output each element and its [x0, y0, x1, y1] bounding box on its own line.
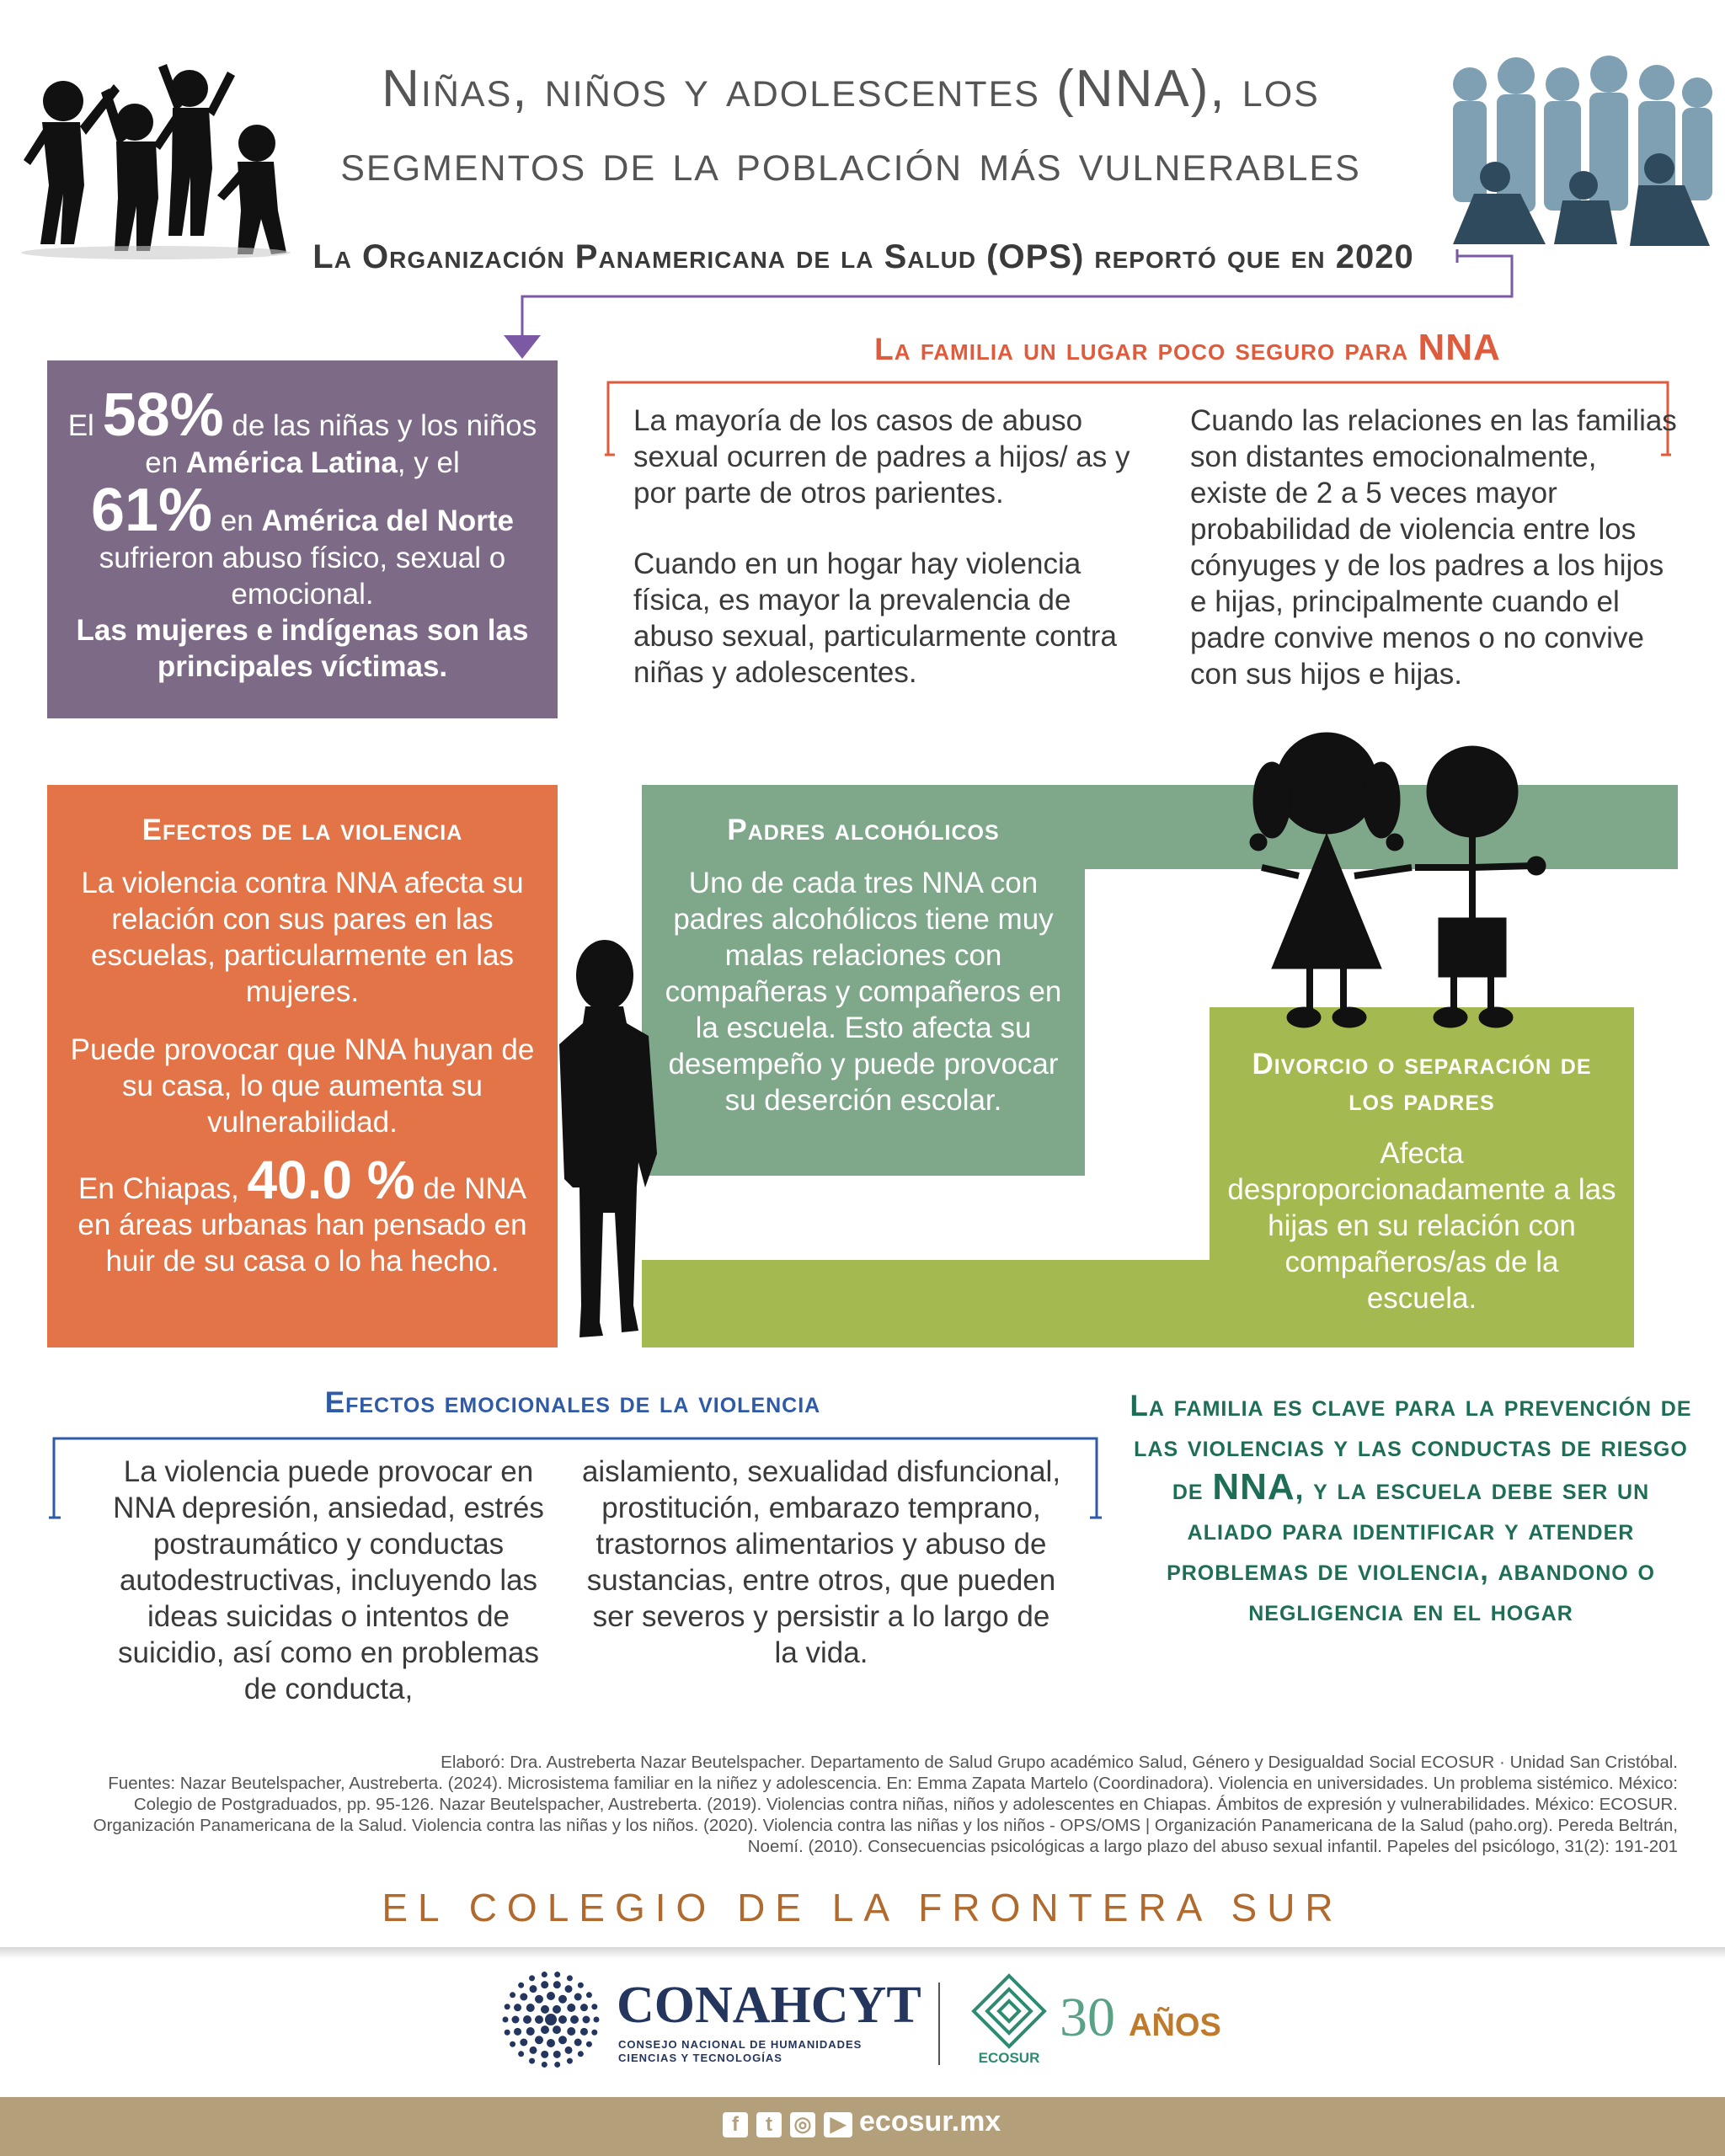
twitter-icon[interactable]: t: [756, 2112, 782, 2137]
title-line-2: segmentos de la población más vulnerables: [340, 134, 1361, 192]
logo-dot: [586, 1992, 592, 1998]
family-col1-p2: Cuando en un hogar hay violencia física, es mayor la prevalencia de abuso sexual, particularmente contra niñas y adolescentes.: [633, 547, 1117, 689]
victims-statement: Las mujeres e indígenas son las principales víctimas.: [76, 614, 529, 683]
youtube-icon[interactable]: ▶: [824, 2112, 852, 2137]
logo-dot: [518, 1983, 524, 1988]
website-link[interactable]: ecosur.mx: [859, 2105, 1001, 2137]
stat-text: El: [67, 409, 103, 442]
stat-text: en: [212, 504, 262, 537]
girl-boy-figures: [1247, 724, 1583, 1036]
logo-dot: [535, 1995, 543, 2004]
violence-effects-box: [47, 785, 558, 1348]
ops-report-subtitle: La Organización Panamericana de la Salud (OPS) reportó que en 2020: [312, 238, 1414, 275]
children-silhouette: [17, 51, 295, 261]
key-message-pre: La familia es clave para la prevención de las violencias y las conductas de riesgo de: [1130, 1390, 1692, 1506]
effects-p1: La violencia contra NNA afecta su relación con sus pares en las escuelas, particularmente en las mujeres.: [81, 867, 524, 1008]
logo-dot: [567, 2004, 575, 2012]
logo-dot: [567, 1975, 573, 1981]
logo-dot: [530, 2047, 537, 2054]
alcohol-heading: Padres alcohólicos: [727, 814, 1000, 846]
logo-dot: [523, 2015, 531, 2024]
conahcyt-sub-line2: CIENCIAS Y TECNOLOGÍAS: [618, 2052, 782, 2064]
logo-dot: [558, 2036, 567, 2044]
boy-silhouette: [539, 935, 665, 1348]
credits-sources: Fuentes: Nazar Beutelspacher, Austreberta. (2024). Microsistema familiar en la niñez y adolescencia. En: Emma Zapata Martelo (Coordinadora). Violencia en universidades. Un problema sistémico. México: Colegio de Postgraduados, pp. 95-126. Nazar Beutelspacher, Austreberta. (2019). Violencias contra niñas, niños y adolescentes en Chiapas. Ámbitos de expresión y vulnerabilidades. México: ECOSUR. Organización Panamericana de la Salud. Violencia contra las niñas y los niños. (2020). Violencia contra las niñas y los niños - OPS/OMS | Organización Panamericana de la Salud (paho.org). Pereda Beltrán, Noemí. (2010). Consecuencias psicológicas a largo plazo del abuso sexual infantil. Papeles del psicólogo, 31(2): 191-201: [93, 1774, 1678, 1856]
logo-dot: [505, 2004, 510, 2009]
key-message-nna: NNA: [1212, 1466, 1295, 1508]
region-latin-america: América Latina: [185, 446, 398, 479]
logo-divider: [938, 1983, 940, 2065]
logo-dot: [542, 1972, 547, 1977]
logo-dot: [578, 1983, 584, 1988]
family-heading-nna: NNA: [1418, 327, 1501, 368]
ecosur-label: ECOSUR: [978, 2050, 1040, 2066]
effects-p3-pre: En Chiapas,: [78, 1172, 248, 1205]
logo-dot: [570, 2015, 579, 2024]
family-heading-text: La familia un lugar poco seguro para: [874, 332, 1418, 366]
logo-dot: [541, 1981, 548, 1988]
logo-dot: [574, 1993, 582, 2001]
stat-text: sufrieron abuso físico, sexual o emocional.: [99, 542, 506, 611]
divorce-text: Afecta desproporcionadamente a las hijas en su relación con compañeros/as de la escuela.: [1227, 1137, 1616, 1315]
logo-dot: [526, 2004, 535, 2012]
title-line-1: Niñas, niños y adolescentes (NNA), los: [382, 60, 1320, 118]
logo-dot: [586, 2041, 592, 2047]
emotional-col1: La violencia puede provocar en NNA depresión, ansiedad, estrés postraumático y conductas autodestructivas, incluyendo las ideas suicidas o intentos de suicidio, así como en problemas de conducta,: [113, 1455, 544, 1705]
logo-dot: [503, 2017, 509, 2023]
anniversary-word: AÑOS: [1129, 2008, 1221, 2043]
logo-dot: [591, 2004, 597, 2009]
effects-heading: Efectos de la violencia: [142, 814, 463, 846]
logo-dot: [541, 2025, 549, 2034]
logo-dot: [535, 2036, 543, 2044]
logo-dot: [514, 2004, 521, 2011]
stat-text: , y el: [397, 446, 460, 479]
logo-dot: [583, 2016, 590, 2024]
logo-dot: [529, 2058, 535, 2064]
anniversary-number: 30: [1060, 1987, 1115, 2048]
logo-dot: [558, 2015, 567, 2024]
family-heading: [640, 327, 1725, 369]
instagram-icon[interactable]: ◎: [790, 2112, 815, 2137]
effects-p3-post: de NNA en áreas urbanas han pensado en huir de su casa o lo ha hecho.: [77, 1172, 527, 1278]
logo-dot: [565, 1985, 573, 1993]
logo-dot: [547, 2039, 555, 2047]
logo-dot: [545, 2014, 557, 2025]
facebook-icon[interactable]: f: [723, 2112, 748, 2137]
logo-dot: [565, 2047, 573, 2054]
logo-dot: [518, 2051, 524, 2057]
stat-58-percent: 58%: [102, 382, 224, 449]
conahcyt-name: CONAHCYT: [617, 1977, 921, 2034]
effects-p3: [69, 1150, 536, 1279]
stat-text: de las niñas y los niños en: [145, 409, 537, 479]
institution-name: EL COLEGIO DE LA FRONTERA SUR: [382, 1886, 1343, 1929]
logo-dot: [529, 1975, 535, 1981]
logo-dot: [553, 1981, 561, 1988]
logo-dot: [505, 2030, 510, 2036]
logo-dot: [567, 2058, 573, 2064]
family-col1-p1: La mayoría de los casos de abuso sexual ocurren de padres a hijos/ as y por parte de otros parientes.: [633, 404, 1130, 510]
logo-dot: [553, 2051, 561, 2058]
credits-author: Elaboró: Dra. Austreberta Nazar Beutelspacher. Departamento de Salud Grupo académico Salud, Género y Desigualdad Social ECOSUR · Unidad San Cristóbal.: [441, 1753, 1678, 1772]
logo-dot: [520, 2038, 527, 2046]
ecosur-logo-icon: [970, 1972, 1048, 2050]
credits: [51, 1752, 1678, 1857]
logo-dot: [547, 1992, 555, 2000]
logo-dot: [512, 2016, 520, 2024]
logo-dot: [530, 1985, 537, 1993]
logo-dot: [541, 2051, 548, 2058]
logo-dot: [594, 2017, 600, 2023]
conahcyt-sub-line1: CONSEJO NACIONAL DE HUMANIDADES: [618, 2038, 862, 2051]
logo-dot: [580, 2004, 588, 2011]
alcoholic-parents-box: [642, 785, 1085, 1176]
page-title: [286, 52, 1415, 200]
emotional-effects-heading: Efectos emocionales de la violencia: [324, 1386, 821, 1419]
divorce-heading: Divorcio o separación de los padres: [1252, 1048, 1592, 1117]
conahcyt-subtitle: [618, 2038, 862, 2065]
logo-dot: [520, 1993, 527, 2001]
logo-dot: [526, 2027, 535, 2036]
key-message-post: , y la escuela debe ser un aliado para identificar y atender problemas de violencia, abandono o negligencia en el hogar: [1167, 1473, 1655, 1627]
latin-america-stat-box: [47, 360, 558, 718]
chiapas-percent: 40.0 %: [247, 1150, 415, 1210]
effects-p2: Puede provocar que NNA huyan de su casa, lo que aumenta su vulnerabilidad.: [70, 1033, 535, 1139]
logo-dot: [535, 2015, 543, 2024]
logo-dot: [591, 2030, 597, 2036]
logo-dot: [574, 2038, 582, 2046]
logo-dot: [510, 1992, 515, 1998]
family-col2-p1: Cuando las relaciones en las familias son distantes emocionalmente, existe de 2 a 5 veces mayor probabilidad de violencia entre los cónyuges y de los padres a los hijos e hijas, principalmente cuando el padre convive menos o no convive con sus hijos e hijas.: [1190, 404, 1677, 691]
logo-dot: [510, 2041, 515, 2047]
logo-dot: [553, 2025, 561, 2034]
alcohol-text: Uno de cada tres NNA con padres alcohólicos tiene muy malas relaciones con compañeras y compañeros en la escuela. Esto afecta su desempeño y puede provocar su deserción escolar.: [665, 867, 1062, 1117]
stat-61-percent: 61%: [90, 477, 213, 544]
logo-dot: [567, 2027, 575, 2036]
logo-dot: [514, 2028, 521, 2036]
emotional-col2: aislamiento, sexualidad disfuncional, prostitución, embarazo temprano, trastornos alimentarios y abuso de sustancias, entre otros, que pueden ser severos y persistir a lo largo de la vida.: [581, 1455, 1061, 1669]
logo-dot: [553, 2005, 561, 2014]
divorce-box: [1210, 1007, 1634, 1348]
conahcyt-logo-icon: [502, 1971, 600, 2068]
logo-dot: [554, 2062, 560, 2068]
footer-shade: [0, 1947, 1725, 1959]
region-north-america: América del Norte: [261, 504, 515, 537]
family-key-message: [1129, 1386, 1693, 1631]
adolescents-silhouette: [1436, 51, 1714, 253]
logo-dot: [580, 2028, 588, 2036]
logo-dot: [558, 1995, 567, 2004]
logo-dot: [578, 2051, 584, 2057]
logo-dot: [541, 2005, 549, 2014]
logo-dot: [554, 1972, 560, 1977]
logo-dot: [542, 2062, 547, 2068]
